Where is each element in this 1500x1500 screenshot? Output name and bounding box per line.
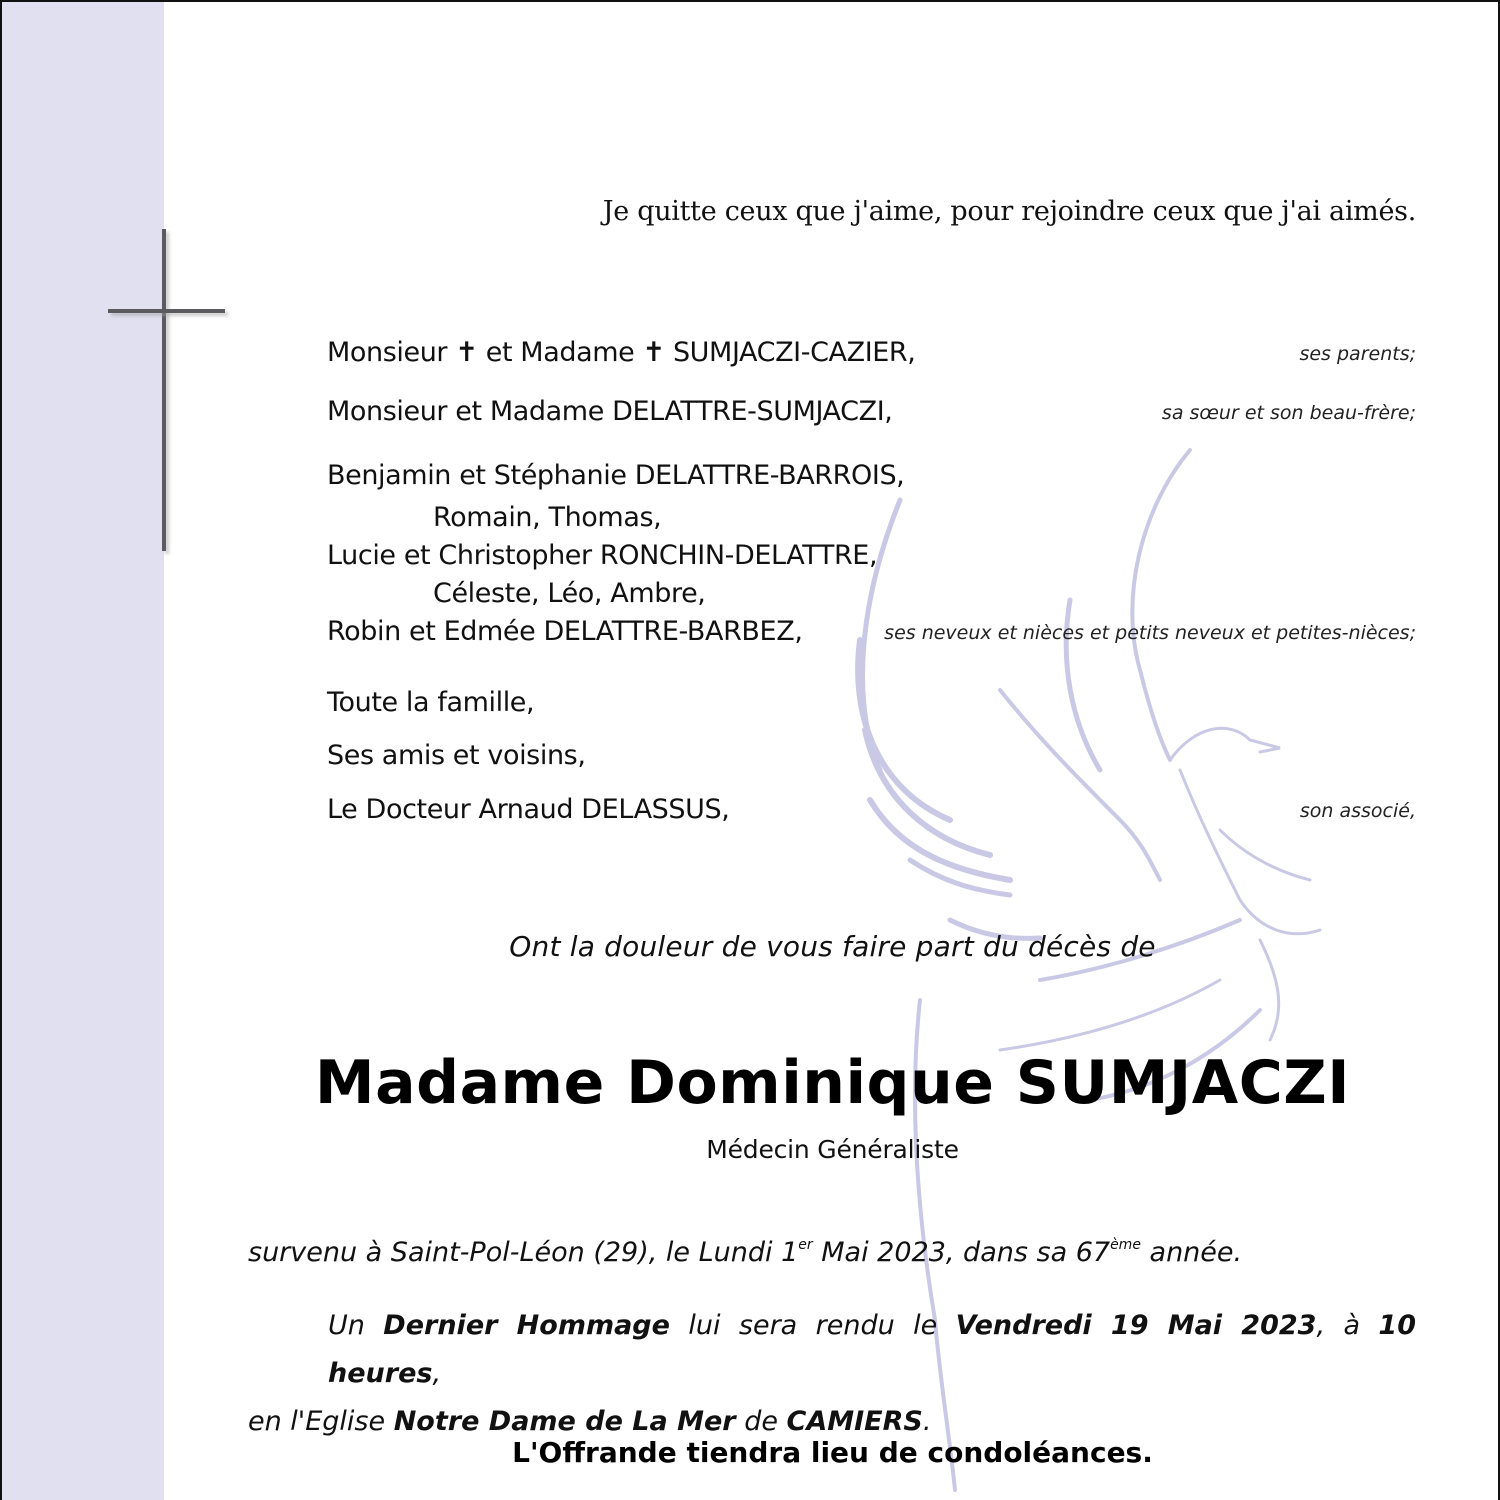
closing-note: L'Offrande tiendra lieu de condoléances. bbox=[512, 1436, 1153, 1469]
other-line-family: Toute la famille, bbox=[327, 687, 535, 718]
nephew-line: Lucie et Christopher RONCHIN-DELATTRE, bbox=[327, 540, 878, 571]
nephew-line: Benjamin et Stéphanie DELATTRE-BARROIS, bbox=[327, 460, 905, 491]
epigraph-quote: Je quitte ceux que j'aime, pour rejoindre ceux que j'ai aimés. bbox=[602, 196, 1416, 227]
announcement-text: Ont la douleur de vous faire part du décès de bbox=[509, 930, 1156, 963]
grandnephew-line: Romain, Thomas, bbox=[433, 502, 662, 533]
nephew-line-last: Robin et Edmée DELATTRE-BARBEZ, ses neveux et nièces et petits neveux et petites-nièces; bbox=[327, 616, 1416, 647]
ceremony-line-2: en l'Eglise Notre Dame de La Mer de CAMIERS. bbox=[248, 1406, 932, 1437]
grandnephew-line: Céleste, Léo, Ambre, bbox=[433, 578, 706, 609]
death-details: survenu à Saint-Pol-Léon (29), le Lundi 1er Mai 2023, dans sa 67ème année. bbox=[248, 1237, 1243, 1268]
dagger-icon: ✝ bbox=[455, 337, 478, 368]
deceased-profession: Médecin Généraliste bbox=[706, 1135, 959, 1164]
ceremony-line-1: Un Dernier Hommage lui sera rendu le Vendredi 19 Mai 2023, à 10 heures, bbox=[328, 1310, 1416, 1389]
other-line-friends: Ses amis et voisins, bbox=[327, 740, 586, 771]
cross-vertical-bar bbox=[162, 229, 166, 551]
relation-label: son associé, bbox=[1299, 800, 1416, 822]
ceremony-details bbox=[248, 1302, 1416, 1446]
deceased-name: Madame Dominique SUMJACZI bbox=[314, 1048, 1351, 1118]
dagger-icon: ✝ bbox=[642, 337, 665, 368]
relation-label: sa sœur et son beau-frère; bbox=[1161, 402, 1416, 424]
relation-label: ses neveux et nièces et petits neveux et petites-nièces; bbox=[884, 622, 1416, 644]
cross-horizontal-bar bbox=[108, 309, 225, 313]
relation-label: ses parents; bbox=[1299, 343, 1416, 365]
family-line-parents: Monsieur ✝ et Madame ✝ SUMJACZI-CAZIER, ses parents; bbox=[327, 337, 1416, 368]
family-line-sister: Monsieur et Madame DELATTRE-SUMJACZI, sa sœur et son beau-frère; bbox=[327, 396, 1416, 427]
sidebar-band bbox=[2, 2, 164, 1500]
other-line-associate: Le Docteur Arnaud DELASSUS, son associé, bbox=[327, 794, 1416, 825]
